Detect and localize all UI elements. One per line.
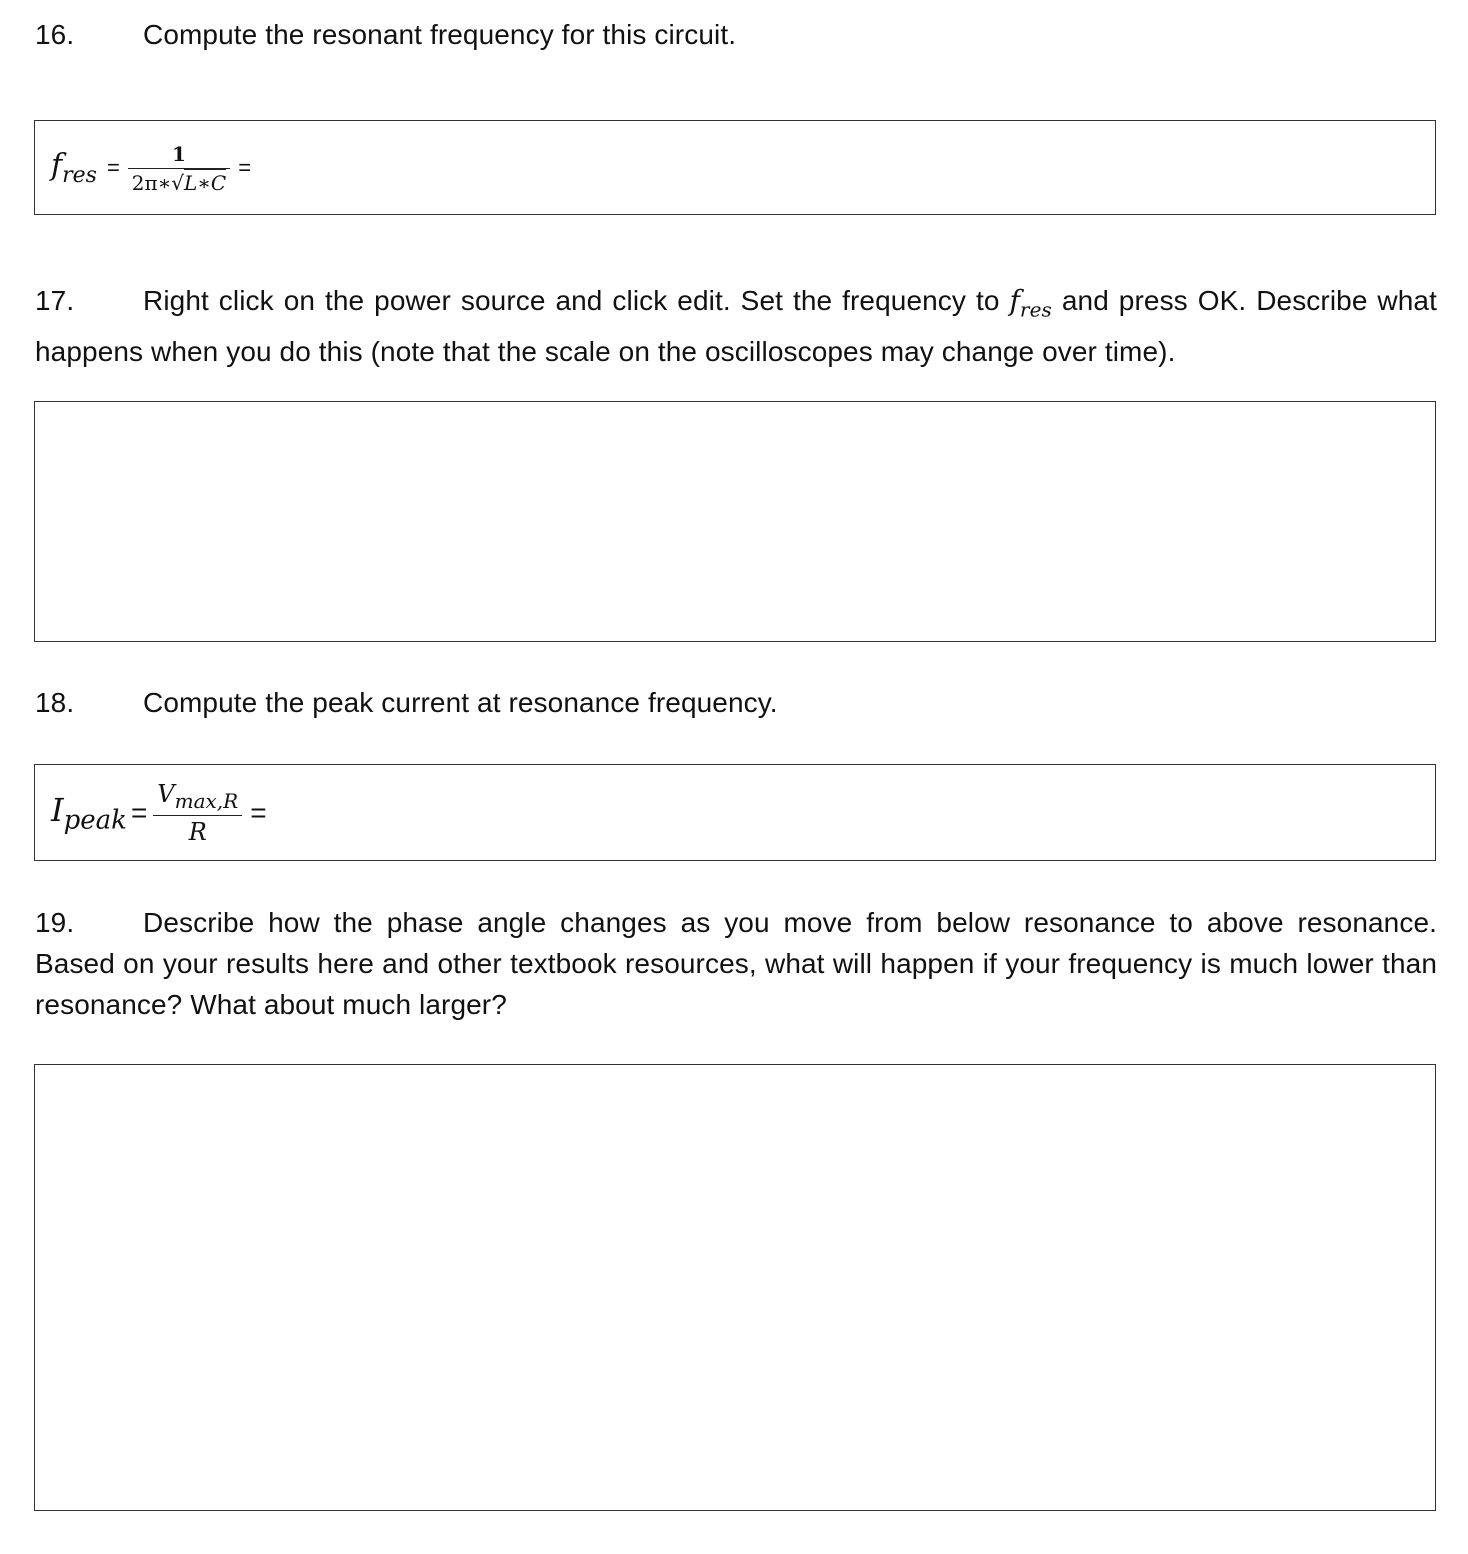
resonance-fraction xyxy=(128,142,230,195)
peak-current-formula xyxy=(51,773,267,853)
denominator-prefix: 2π∗ xyxy=(131,170,172,195)
question-18-number: 18. xyxy=(35,687,75,718)
f-res-symbol xyxy=(51,148,97,188)
f-res-inline xyxy=(1009,284,1052,322)
question-19 xyxy=(35,902,1437,1025)
question-19-text: Describe how the phase angle changes as you move from below resonance to above resonance. Based on your results here and other textbook resources, what will happen if your frequency is much lower than resonance? What about much larger? xyxy=(35,907,1437,1020)
f-res-inline-subscript: res xyxy=(1019,297,1052,322)
f-res-base: f xyxy=(51,148,63,183)
answer-box-17[interactable] xyxy=(34,401,1436,642)
answer-box-18[interactable] xyxy=(34,764,1436,861)
f-res-inline-base: f xyxy=(1009,284,1020,317)
fraction-denominator-18: R xyxy=(188,817,207,846)
question-17 xyxy=(35,280,1437,372)
equals-sign: = xyxy=(106,155,120,180)
fraction-numerator: 1 xyxy=(172,141,186,166)
i-peak-base: I xyxy=(51,790,64,829)
answer-17-input[interactable] xyxy=(35,402,1435,641)
fraction-denominator xyxy=(128,169,230,195)
question-18-text: Compute the peak current at resonance frequency. xyxy=(143,687,778,718)
answer-box-19[interactable] xyxy=(34,1064,1436,1511)
i-peak-symbol xyxy=(51,791,127,835)
i-peak-subscript: peak xyxy=(63,805,127,836)
v-max-base: V xyxy=(157,780,175,809)
question-18 xyxy=(35,682,1437,723)
peak-current-fraction xyxy=(153,780,242,846)
question-17-number: 17. xyxy=(35,285,75,316)
trailing-equals-sign-18: = xyxy=(250,797,267,828)
question-16-text: Compute the resonant frequency for this circuit. xyxy=(143,19,737,50)
question-17-text-before: Right click on the power source and click edit. Set the frequency to xyxy=(143,285,1000,316)
question-17-text-after: and press OK. Describe what happens when you do this (note that the scale on the oscilloscopes may change over time). xyxy=(35,285,1437,367)
equals-sign-18: = xyxy=(130,797,148,828)
fraction-numerator-18 xyxy=(153,780,242,815)
resonant-frequency-formula xyxy=(51,133,251,203)
question-16 xyxy=(35,14,1437,55)
f-res-subscript: res xyxy=(62,163,97,188)
trailing-equals-sign: = xyxy=(238,155,252,180)
answer-19-input[interactable] xyxy=(35,1065,1435,1510)
question-19-number: 19. xyxy=(35,907,75,938)
sqrt-radicand: L∗C xyxy=(184,170,227,195)
question-16-number: 16. xyxy=(35,19,75,50)
v-max-subscript: max,R xyxy=(174,788,239,813)
answer-box-16[interactable] xyxy=(34,120,1436,215)
sqrt-symbol: √ xyxy=(171,170,185,195)
